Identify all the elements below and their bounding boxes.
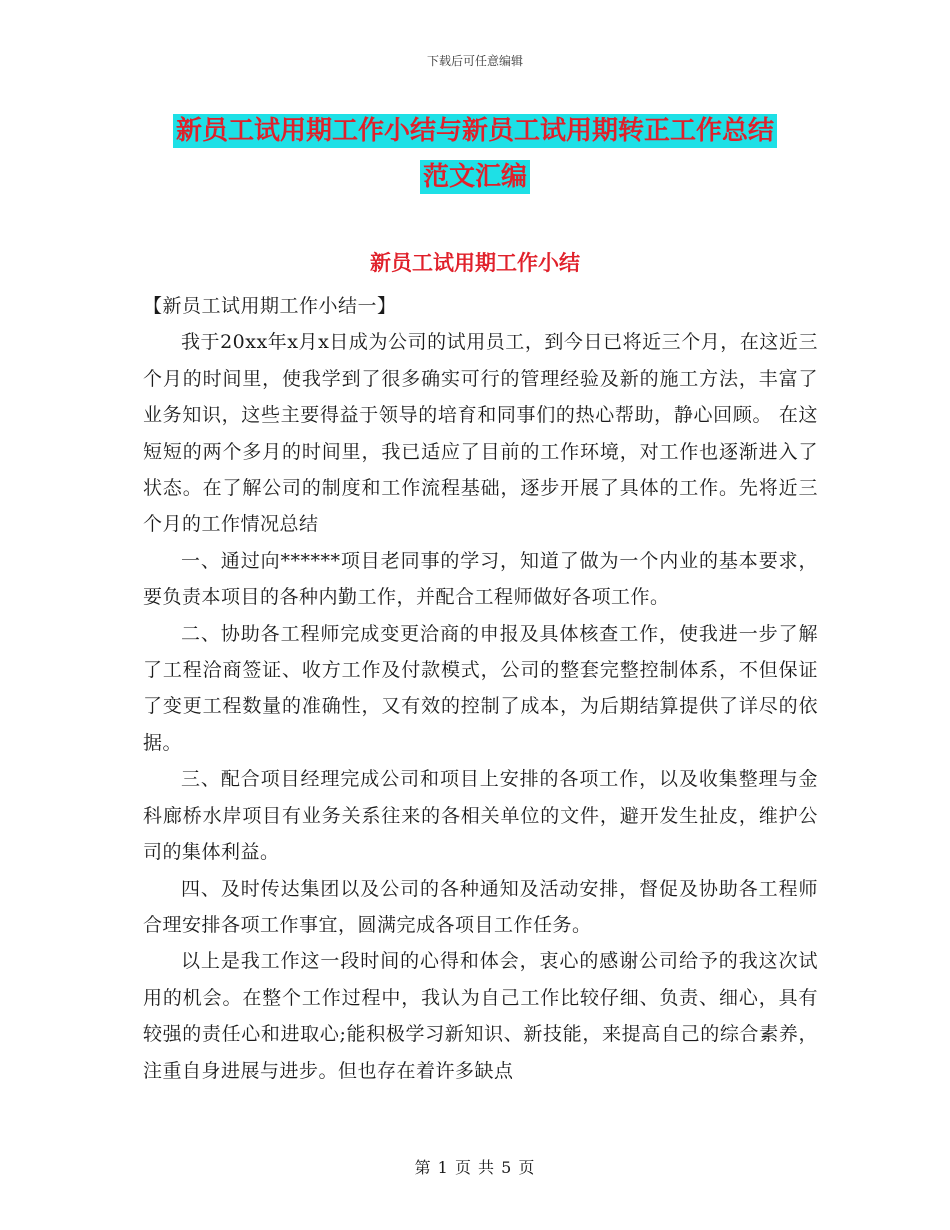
section-title: 新员工试用期工作小结 xyxy=(370,251,580,275)
paragraph-item-2: 二、协助各工程师完成变更洽商的申报及具体核查工作，使我进一步了解了工程洽商签证、收方工作及付款模式，公司的整套完整控制体系，不但保证了变更工程数量的准确性，又有效的控制了成本，为后期结算提供了详尽的依据。 xyxy=(143,622,818,754)
section-label: 【新员工试用期工作小结一】 xyxy=(143,295,397,317)
paragraph-item-3: 三、配合项目经理完成公司和项目上安排的各项工作，以及收集整理与金科廊桥水岸项目有业务关系往来的各相关单位的文件，避开发生扯皮，维护公司的集体利益。 xyxy=(143,768,818,864)
document-title xyxy=(0,108,950,200)
paragraph-intro: 我于20xx年x月x日成为公司的试用员工，到今日已将近三个月，在这近三个月的时间里，使我学到了很多确实可行的管理经验及新的施工方法，丰富了业务知识，这些主要得益于领导的培育和同事们的热心帮助，静心回顾。 在这短短的两个多月的时间里，我已适应了目前的工作环境，对工作也逐渐进入了状态。在了解公司的制度和工作流程基础，逐步开展了具体的工作。先将近三个月的工作情况总结 xyxy=(143,331,818,536)
paragraph-item-4: 四、及时传达集团以及公司的各种通知及活动安排，督促及协助各工程师合理安排各项工作事宜，圆满完成各项目工作任务。 xyxy=(143,877,818,936)
page-number-footer: 第 1 页 共 5 页 xyxy=(414,1158,536,1177)
header-note: 下载后可任意编辑 xyxy=(426,54,523,68)
document-body xyxy=(143,288,818,1089)
title-line-2: 范文汇编 xyxy=(420,160,530,194)
title-line-1: 新员工试用期工作小结与新员工试用期转正工作总结 xyxy=(173,114,777,148)
paragraph-item-1: 一、通过向******项目老同事的学习，知道了做为一个内业的基本要求，要负责本项目的各种内勤工作，并配合工程师做好各项工作。 xyxy=(143,549,818,609)
paragraph-conclusion: 以上是我工作这一段时间的心得和体会，衷心的感谢公司给予的我这次试用的机会。在整个工作过程中，我认为自己工作比较仔细、负责、细心，具有较强的责任心和进取心;能积极学习新知识、新技能，来提高自己的综合素养，注重自身进展与进步。但也存在着许多缺点 xyxy=(143,950,818,1082)
